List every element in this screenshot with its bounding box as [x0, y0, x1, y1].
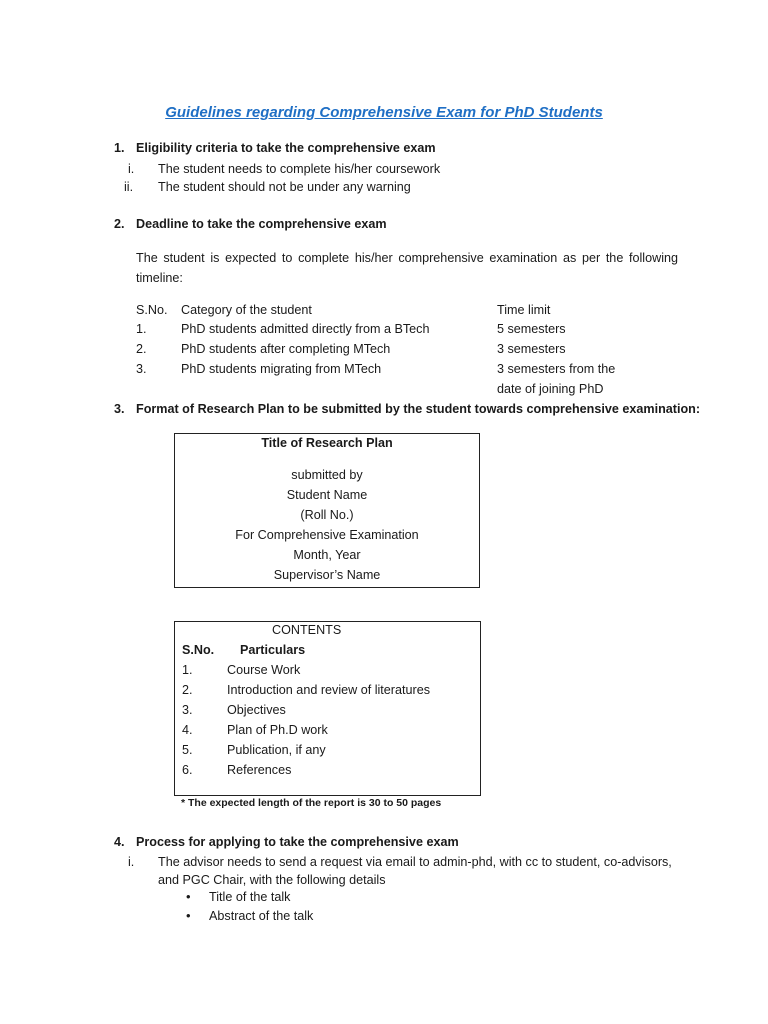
section-1-heading: Eligibility criteria to take the comprehensive exam [136, 141, 436, 155]
cover-line: Month, Year [293, 548, 361, 562]
bullet-item: Abstract of the talk [209, 909, 314, 923]
table-cell-sno: 1. [136, 322, 147, 336]
section-4-item-line: The advisor needs to send a request via email to admin-phd, with cc to student, co-advisors, [158, 855, 672, 869]
section-4-item-line: and PGC Chair, with the following details [158, 873, 386, 887]
contents-row-number: 1. [182, 663, 193, 677]
section-3-number: 3. [114, 402, 125, 416]
section-1-item-number: i. [128, 162, 135, 176]
table-header-time-limit: Time limit [497, 303, 551, 317]
contents-row-text: References [227, 763, 292, 777]
contents-header-sno: S.No. [182, 643, 215, 657]
table-cell-time-limit: 3 semesters from the [497, 362, 616, 376]
section-2-heading: Deadline to take the comprehensive exam [136, 217, 387, 231]
table-cell-sno: 3. [136, 362, 147, 376]
contents-box [174, 621, 481, 796]
table-cell-category: PhD students after completing MTech [181, 342, 391, 356]
section-1-item: The student should not be under any warning [158, 180, 411, 194]
section-1-item-number: ii. [124, 180, 134, 194]
table-cell-time-limit-continued: date of joining PhD [497, 382, 604, 396]
contents-row-text: Plan of Ph.D work [227, 723, 328, 737]
contents-row-text: Introduction and review of literatures [227, 683, 431, 697]
report-length-note: * The expected length of the report is 30 to 50 pages [181, 797, 442, 809]
table-header-category: Category of the student [181, 303, 312, 317]
contents-row-number: 3. [182, 703, 193, 717]
contents-row-number: 2. [182, 683, 193, 697]
table-cell-time-limit: 3 semesters [497, 342, 566, 356]
page-title: Guidelines regarding Comprehensive Exam for PhD Students [165, 104, 603, 121]
bullet-item: Title of the talk [209, 890, 291, 904]
cover-line: For Comprehensive Examination [235, 528, 419, 542]
research-plan-cover-box [174, 433, 480, 588]
table-cell-category: PhD students admitted directly from a BTech [181, 322, 430, 336]
bullet-icon: • [186, 908, 191, 923]
contents-row-text: Objectives [227, 703, 286, 717]
section-2-number: 2. [114, 217, 125, 231]
contents-row-number: 6. [182, 763, 193, 777]
cover-line: Supervisor’s Name [273, 568, 381, 582]
table-cell-sno: 2. [136, 342, 147, 356]
table-cell-time-limit: 5 semesters [497, 322, 566, 336]
contents-row-number: 5. [182, 743, 193, 757]
cover-line: submitted by [291, 468, 363, 482]
section-4-heading: Process for applying to take the comprehensive exam [136, 835, 459, 849]
cover-line: Student Name [286, 488, 368, 502]
section-2-paragraph: The student is expected to complete his/her comprehensive examination as per the following timeline: [136, 251, 678, 285]
table-header-sno: S.No. [136, 303, 168, 317]
contents-row-text: Course Work [227, 663, 301, 677]
contents-title: CONTENTS [272, 623, 342, 637]
cover-title: Title of Research Plan [261, 436, 393, 450]
bullet-icon: • [186, 889, 191, 904]
table-cell-category: PhD students migrating from MTech [181, 362, 382, 376]
section-4-number: 4. [114, 835, 125, 849]
contents-header-particulars: Particulars [240, 643, 306, 657]
section-3-heading: Format of Research Plan to be submitted by the student towards comprehensive examination: [136, 402, 701, 416]
section-1-number: 1. [114, 141, 125, 155]
section-4-item-number: i. [128, 855, 135, 869]
section-1-item: The student needs to complete his/her coursework [158, 162, 441, 176]
cover-line: (Roll No.) [300, 508, 354, 522]
contents-row-number: 4. [182, 723, 193, 737]
contents-row-text: Publication, if any [227, 743, 326, 757]
